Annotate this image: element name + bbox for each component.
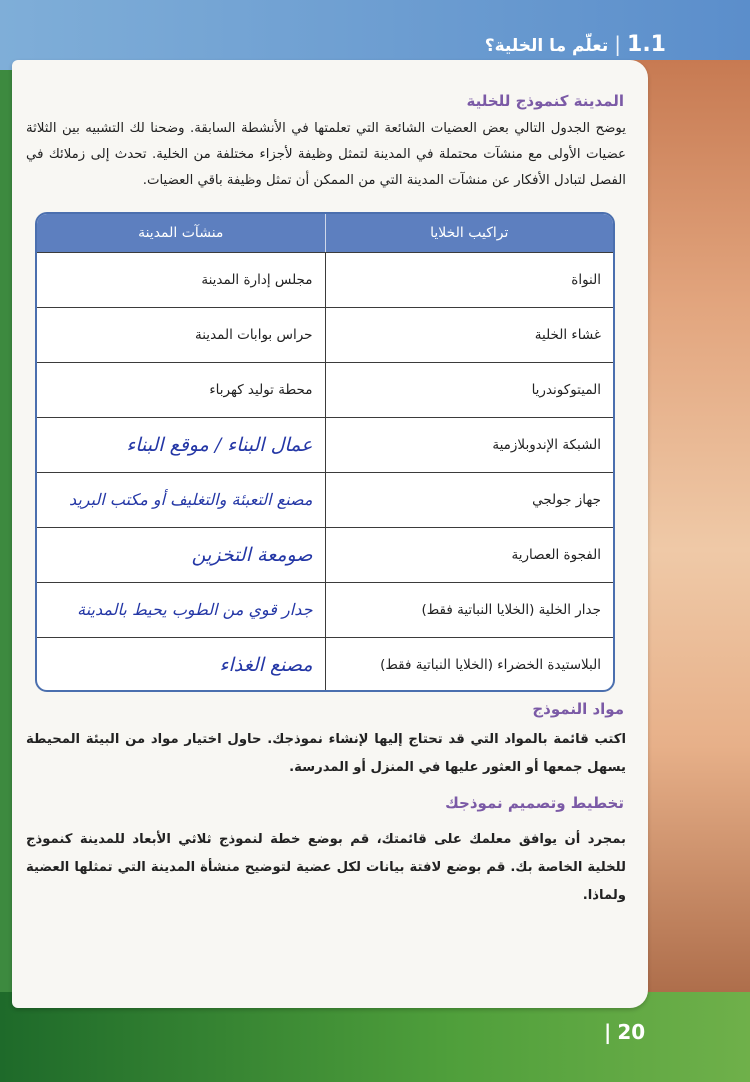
page-number: | 20: [604, 1020, 646, 1044]
table-row: [37, 582, 613, 637]
header-cell-facilities: منشآت المدينة: [37, 214, 326, 252]
design-paragraph: بمجرد أن يوافق معلمك على قائمتك، قم بوضع خطة لنموذج ثلاثي الأبعاد للمدينة كنموذج للخلية الخاصة بك. قم بوضع لافتة بيانات لكل عضية لتوضيح منشأة المدينة التي تمثلها العضية ولماذا.: [26, 832, 626, 903]
handwritten-answer: صومعة التخزين: [191, 544, 313, 566]
handwritten-answer: عمال البناء / موقع البناء: [126, 434, 313, 456]
table-row: [37, 252, 613, 307]
structure-cell: الميتوكوندريا: [325, 363, 614, 417]
section-heading-design: تخطيط وتصميم نموذجك: [445, 794, 624, 812]
structure-cell: جدار الخلية (الخلايا النباتية فقط): [325, 583, 614, 637]
organelle-table: [35, 212, 615, 692]
table-row: [37, 472, 613, 527]
materials-paragraph: اكتب قائمة بالمواد التي قد تحتاج إليها لإنشاء نموذجك. حاول اختيار مواد من البيئة المحيطة يسهل جمعها أو العثور عليها في المنزل أو المدرسة.: [26, 732, 626, 775]
table-header: [37, 214, 613, 252]
table-row: [37, 417, 613, 472]
section-heading-city-model: المدينة كنموذج للخلية: [466, 92, 624, 110]
content-page: [12, 60, 648, 1008]
chapter-number: 1.1: [627, 32, 666, 57]
table-row: [37, 307, 613, 362]
facility-cell: مجلس إدارة المدينة: [201, 272, 313, 288]
chapter-title: تعلّم ما الخلية؟: [484, 36, 609, 56]
handwritten-answer: مصنع التعبئة والتغليف أو مكتب البريد: [68, 490, 313, 509]
handwritten-answer: جدار قوي من الطوب يحيط بالمدينة: [77, 600, 313, 619]
facility-cell: محطة توليد كهرباء: [209, 382, 313, 398]
table-row: [37, 527, 613, 582]
structure-cell: الشبكة الإندوبلازمية: [325, 418, 614, 472]
structure-cell: جهاز جولجي: [325, 473, 614, 527]
header-separator: |: [614, 32, 622, 56]
table-row: [37, 637, 613, 692]
intro-paragraph: يوضح الجدول التالي بعض العضيات الشائعة التي تعلمتها في الأنشطة السابقة. وضحنا لك التشبيه بين الثلاثة عضيات الأولى مع منشآت محتملة في المدينة لتمثل وظيفة لأجزاء مختلفة من الخلية. تحدث إلى زملائك في الفصل لتبادل الأفكار عن منشآت المدينة التي من الممكن أن تمثل وظيفة باقي العضيات.: [26, 121, 626, 188]
section-heading-materials: مواد النموذج: [532, 700, 624, 718]
structure-cell: النواة: [325, 253, 614, 307]
facility-cell: حراس بوابات المدينة: [195, 327, 313, 343]
header-cell-structures: تراكيب الخلايا: [430, 225, 509, 241]
structure-cell: غشاء الخلية: [325, 308, 614, 362]
handwritten-answer: مصنع الغذاء: [219, 654, 313, 676]
chapter-header: [485, 32, 666, 57]
table-row: [37, 362, 613, 417]
structure-cell: البلاستيدة الخضراء (الخلايا النباتية فقط): [325, 638, 614, 692]
structure-cell: الفجوة العصارية: [325, 528, 614, 582]
